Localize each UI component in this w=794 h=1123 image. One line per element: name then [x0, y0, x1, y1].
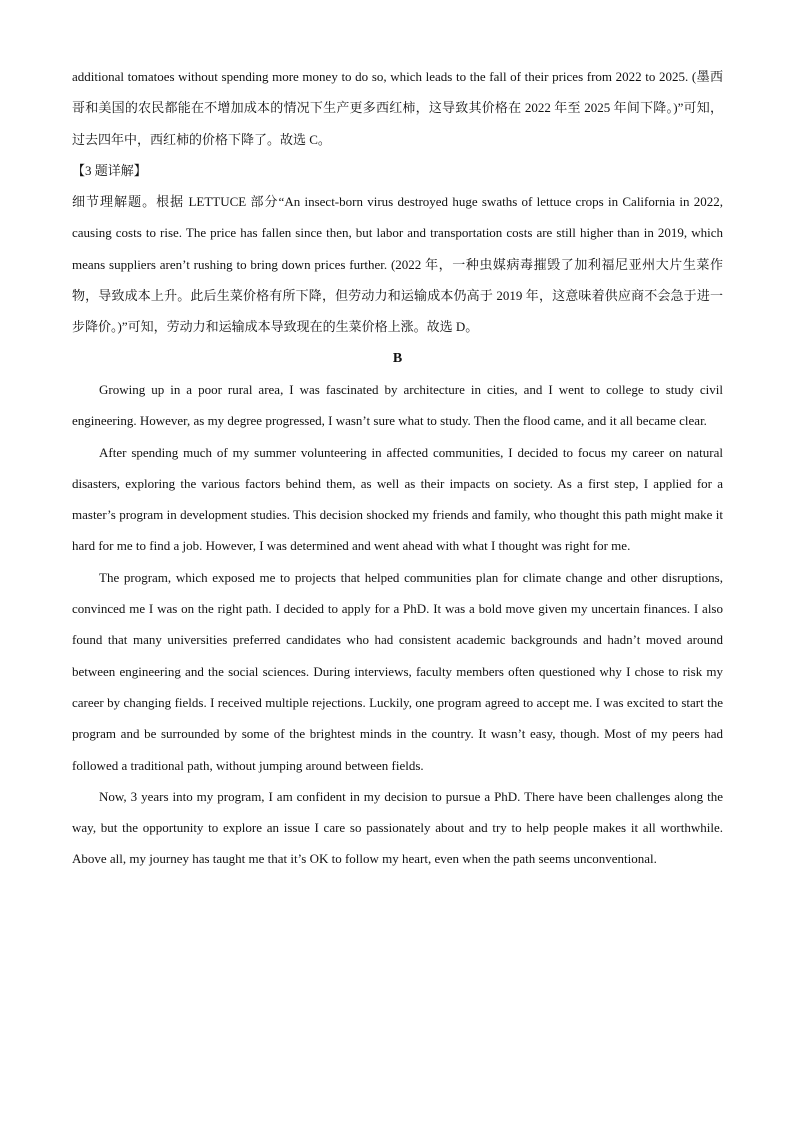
question-3-explanation: 细节理解题。根据 LETTUCE 部分“An insect-born virus destroyed huge swaths of lettuce crops in California in 2022, causing costs to rise. The price has fallen since then, but labor and transportation costs are still higher than in 2019, which means suppliers aren’t rushing to bring down prices further. (2022 年，一种虫媒病毒摧毁了加利福尼亚州大片生菜作物，导致成本上升。此后生菜价格有所下降，但劳动力和运输成本仍高于 2019 年，这意味着供应商不会急于进一步降价。)”可知，劳动力和运输成本导致现在的生菜价格上涨。故选 D。	[72, 194, 723, 335]
passage-paragraph: Growing up in a poor rural area, I was fascinated by architecture in cities, and I went to college to study civil engineering. However, as my degree progressed, I wasn’t sure what to study. Then the flood came, and it all became clear.	[72, 381, 723, 429]
document-page	[72, 61, 723, 875]
passage-paragraph: Now, 3 years into my program, I am confident in my decision to pursue a PhD. There have been challenges along the way, but the opportunity to explore an issue I care so passionately about and try to help people makes it all worthwhile. Above all, my journey has taught me that it’s OK to follow my heart, even when the path seems unconventional.	[72, 788, 723, 867]
question-3-heading: 【3 题详解】	[72, 162, 147, 178]
section-b-heading: B	[392, 350, 403, 366]
answer-continuation: additional tomatoes without spending more money to do so, which leads to the fall of their prices from 2022 to 2025. (墨西哥和美国的农民都能在不增加成本的情况下生产更多西红柿，这导致其价格在 2022 年至 2025 年间下降。)”可知，过去四年中，西红柿的价格下降了。故选 C。	[72, 69, 723, 147]
passage-paragraph: The program, which exposed me to projects that helped communities plan for climate change and other disruptions, convinced me I was on the right path. I decided to apply for a PhD. It was a bold move given my uncertain finances. I also found that many universities preferred candidates who had consistent academic backgrounds and hadn’t moved around between engineering and the social sciences. During interviews, faculty members often questioned why I chose to risk my career by changing fields. I received multiple rejections. Luckily, one program agreed to accept me. I was excited to start the program and be surrounded by some of the brightest minds in the country. It wasn’t easy, though. Most of my peers had followed a traditional path, without jumping around between fields.	[72, 569, 723, 773]
passage-paragraph: After spending much of my summer volunteering in affected communities, I decided to focus my career on natural disasters, exploring the various factors behind them, as well as their impacts on society. As a first step, I applied for a master’s program in development studies. This decision shocked my friends and family, who thought this path might make it hard for me to find a job. However, I was determined and went ahead with what I thought was right for me.	[72, 444, 723, 554]
